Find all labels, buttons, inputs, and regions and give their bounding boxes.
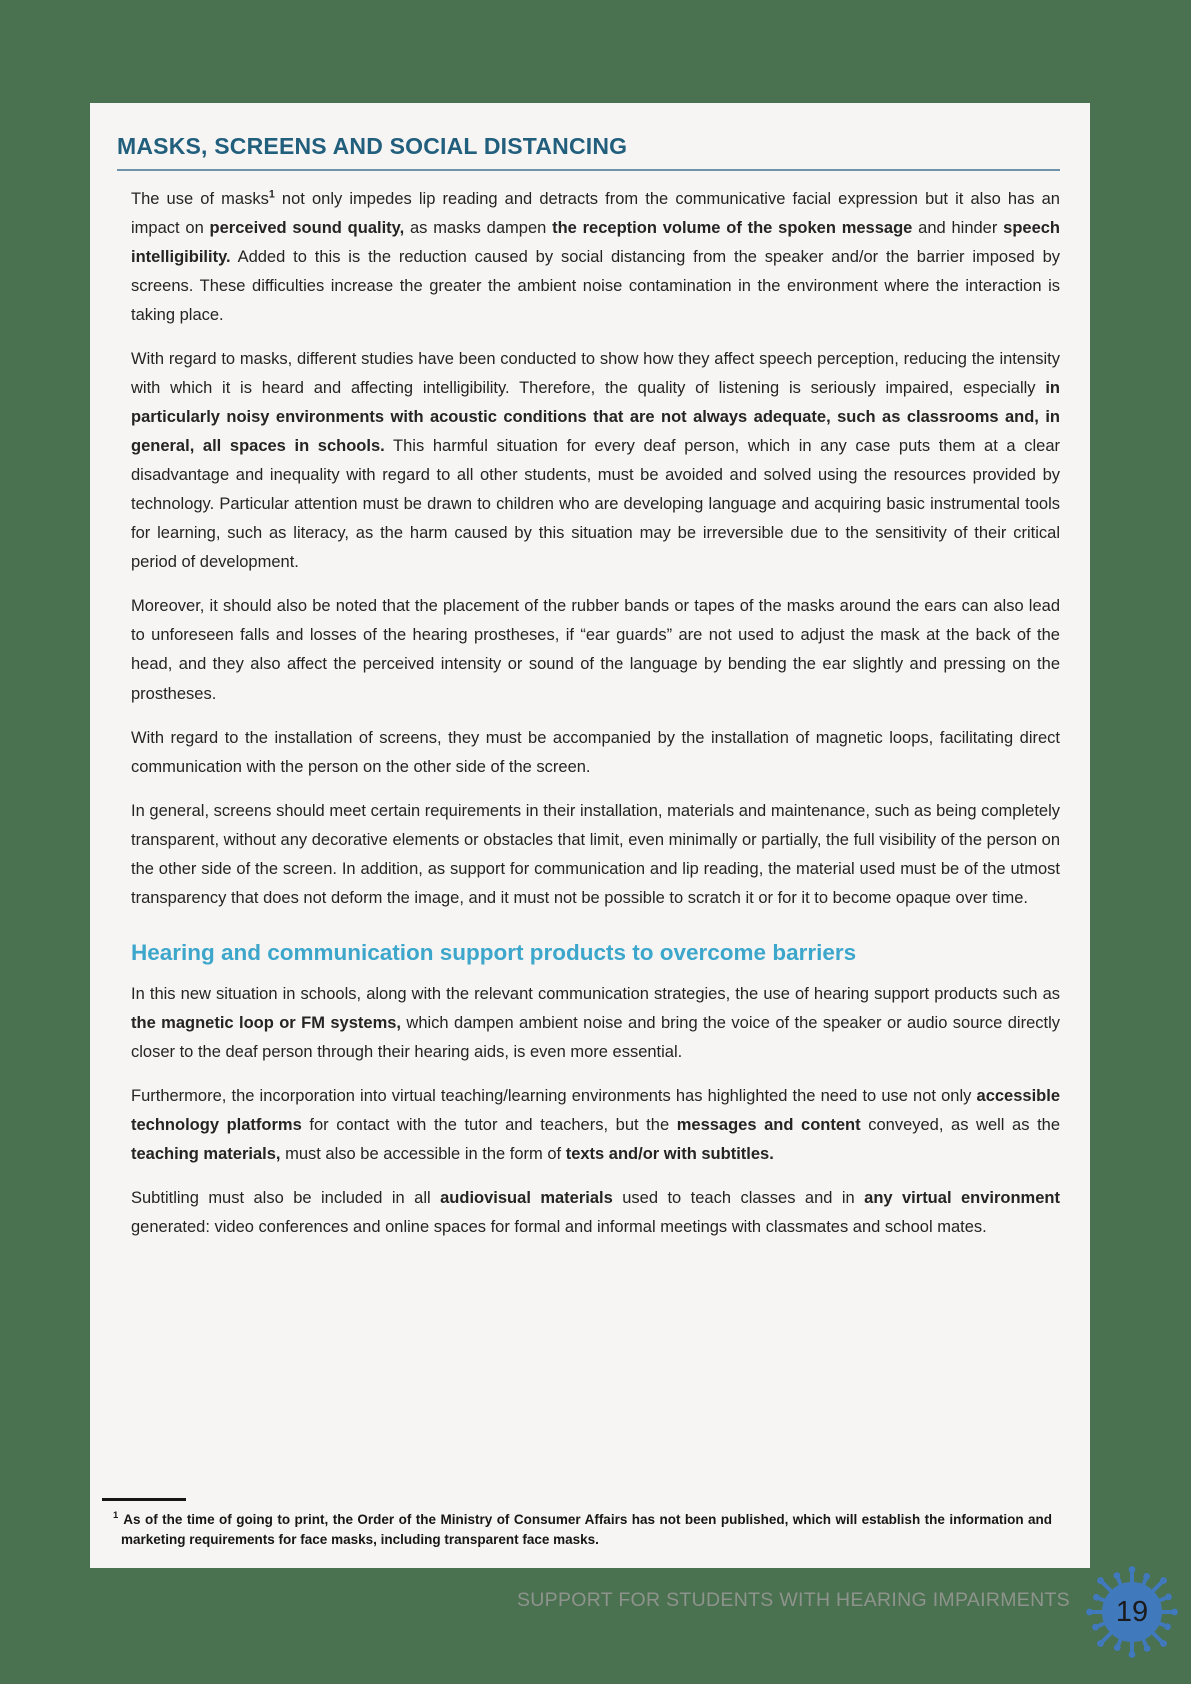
paragraph: In general, screens should meet certain requirements in their installation, materials and maintenance, such as being completely transparent, without any decorative elements or obstacles that limit, even minimally or partially, the full visibility of the person on the other side of the screen. In addition, as support for communication and lip reading, the material used must be of the utmost transparency that does not deform the image, and it must not be possible to scratch it or for it to become opaque over time. [131,801,1060,907]
intro-paragraphs [117,185,1060,913]
page-content [90,103,1090,1242]
coronavirus-icon [1084,1564,1180,1660]
page-number: 19 [1115,1595,1149,1628]
paragraph: The use of masks$^1$ not only impedes lip reading and detracts from the communicative facial expression but it also has an impact on perceived sound quality, as masks dampen the reception volume of the spoken message and hinder speech intelligibility. Added to this is the reduction caused by social distancing from the speaker and/or the barrier imposed by screens. These difficulties increase the greater the ambient noise contamination in the environment where the interaction is taking place. [131,188,1061,325]
footnote-marker: 1 [113,1510,119,1521]
section-title: MASKS, SCREENS AND SOCIAL DISTANCING [117,133,628,159]
paragraph: Furthermore, the incorporation into virtual teaching/learning environments has highlighted the need to use not only accessible technology platforms for contact with the tutor and teachers, but the messages and content conveyed, as well as the teaching materials, must also be accessible in the form of texts and/or with subtitles. [131,1086,1061,1163]
paragraph: In this new situation in schools, along with the relevant communication strategies, the use of hearing support products such as the magnetic loop or FM systems, which dampen ambient noise and bring the voice of the speaker or audio source directly closer to the deaf person through their hearing aids, is even more essential. [131,984,1060,1061]
footnote-separator [102,1498,186,1501]
footnote-body: As of the time of going to print, the Order of the Ministry of Consumer Affairs has not been published, which will establish the information and marketing requirements for face masks, including transparent face masks. [121,1511,1052,1547]
subsection-title: Hearing and communication support products to overcome barriers [131,939,857,965]
section-header [117,133,1060,171]
paragraph: Subtitling must also be included in all audiovisual materials used to teach classes and in any virtual environment generated: video conferences and online spaces for formal and informal meetings with classmates and school mates. [131,1188,1060,1236]
footnote-text [100,1509,1052,1550]
paragraph: With regard to the installation of screens, they must be accompanied by the installation of magnetic loops, facilitating direct communication with the person on the other side of the screen. [131,728,1060,776]
paragraph: With regard to masks, different studies have been conducted to show how they affect speech perception, reducing the intensity with which it is heard and affecting intelligibility. Therefore, the quality of listening is seriously impaired, especially in particularly noisy environments with acoustic conditions that are not always adequate, such as classrooms and, in general, all spaces in schools. This harmful situation for every deaf person, which in any case puts them at a clear disadvantage and inequality with regard to all other students, must be avoided and solved using the resources provided by technology. Particular attention must be drawn to children who are developing language and acquiring basic instrumental tools for learning, such as literacy, as the harm caused by this situation may be irreversible due to the sensitivity of their critical period of development. [131,350,1060,572]
subsection-paragraphs [117,980,1060,1242]
paragraph: Moreover, it should also be noted that the placement of the rubber bands or tapes of the masks around the ears can also lead to unforeseen falls and losses of the hearing prostheses, if “ear guards” are not used to adjust the mask at the back of the head, and they also affect the perceived intensity or sound of the language by bending the ear slightly and pressing on the prostheses. [131,597,1060,703]
document-page [90,103,1090,1568]
footnote [100,1498,1052,1550]
footer-running-title: SUPPORT FOR STUDENTS WITH HEARING IMPAIRMENTS [516,1589,1070,1611]
